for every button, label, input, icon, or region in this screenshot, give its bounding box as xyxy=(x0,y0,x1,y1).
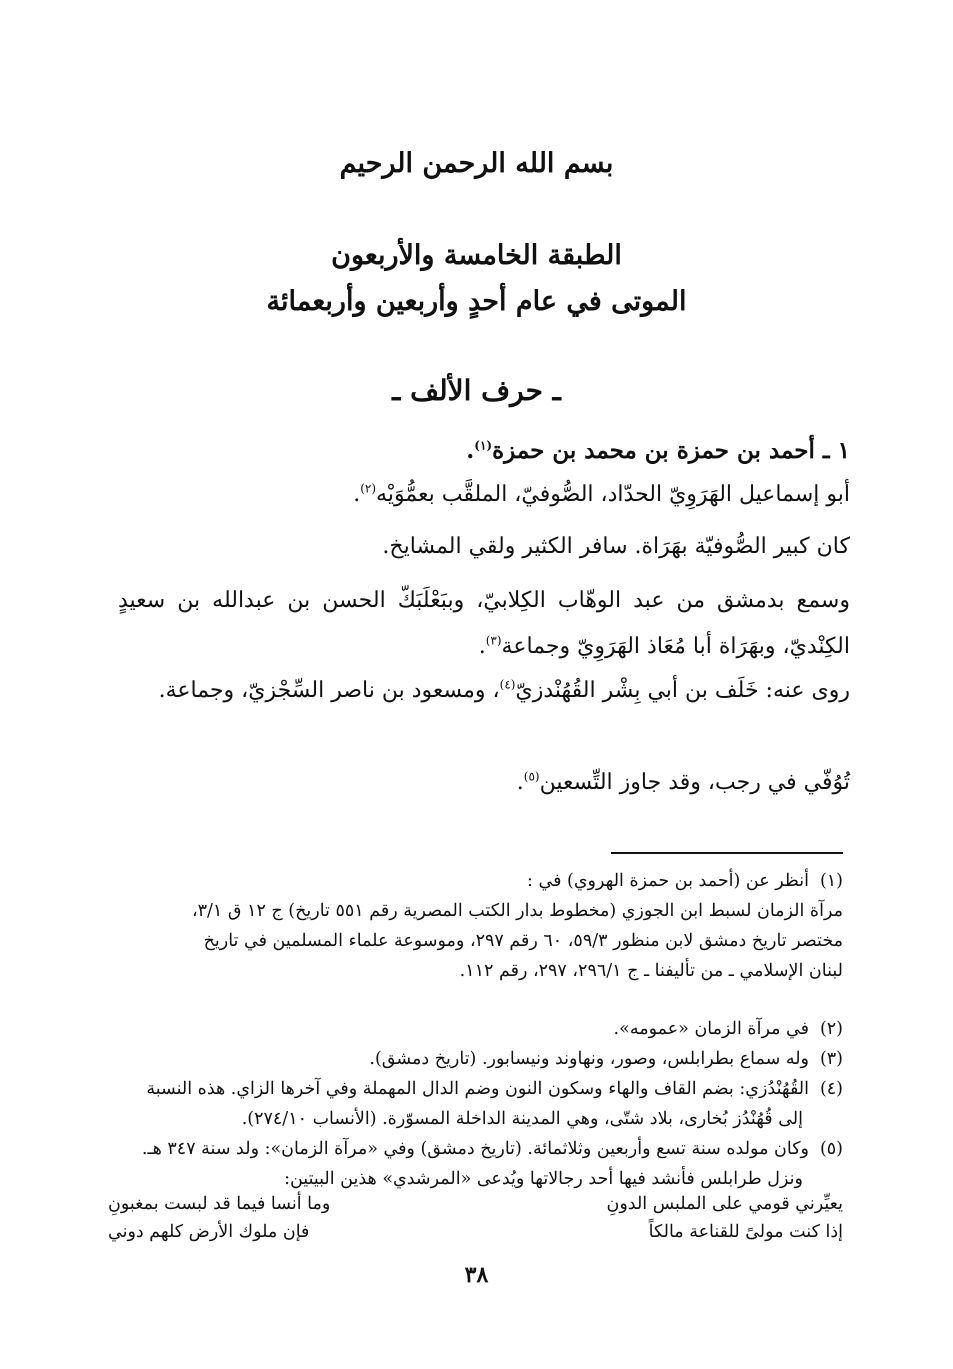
footnote-ref: (٣) xyxy=(485,633,502,648)
entry-paragraph: كان كبير الصُّوفيّة بهَرَاة. سافر الكثير ولقي المشايخ. xyxy=(382,534,850,559)
footnote-number: (٢) xyxy=(819,1019,843,1039)
footnote-ref: (٥) xyxy=(523,769,540,784)
footnote-text: لبنان الإسلامي ـ من تأليفنا ـ ج ٢٩٦/١، ٢٩٧، رقم ١١٢. xyxy=(459,961,843,981)
footnote-ref: (١) xyxy=(474,438,493,453)
footnote-ref: (٤) xyxy=(499,677,516,692)
footnote-number: (١) xyxy=(819,871,843,891)
footnote-text: أنظر عن (أحمد بن حمزة الهروي) في : xyxy=(527,871,809,891)
punctuation: . xyxy=(353,482,361,507)
footnote-text: مختصر تاريخ دمشق لابن منظور ٥٩/٣، ٦٠ رقم ٢٩٧، وموسوعة علماء المسلمين في تاريخ xyxy=(203,931,843,951)
poem-verse xyxy=(108,1194,843,1214)
footnote-text: في مرآة الزمان «عمومه». xyxy=(613,1019,809,1039)
footnote xyxy=(108,866,843,986)
footnote xyxy=(108,1134,843,1194)
footnote-text: إلى قُهُنْدُز بُخارى، بلاد شتّى، وهي المدينة الداخلة المسوّرة. (الأنساب ٢٧٤/١٠). xyxy=(241,1109,803,1129)
footnote-number: (٥) xyxy=(819,1139,843,1159)
footnote xyxy=(108,1074,843,1134)
verse-first-hemistich: إذا كنت مولىً للقناعة مالكاً xyxy=(648,1222,843,1242)
punctuation: . xyxy=(478,634,486,659)
entry-text: أبو إسماعيل الهَرَوِيّ الحدّاد، الصُّوفيّ، الملقَّب بعمُّوَيْه xyxy=(376,482,850,507)
footnote-text: مرآة الزمان لسبط ابن الجوزي (مخطوط بدار الكتب المصرية رقم ٥٥١ تاريخ) ج ١٢ ق ٣/١، xyxy=(191,901,843,921)
entry-text: ، ومسعود بن ناصر السِّجْزيّ، وجماعة. xyxy=(158,678,500,703)
page-number: ٣٨ xyxy=(464,1262,489,1288)
punctuation: . xyxy=(466,437,475,464)
footnote-number: (٣) xyxy=(819,1049,843,1069)
footnote-text: ونزل طرابلس فأنشد فيها أحد رجالاتها ويُدعى «المرشدي» هذين البيتين: xyxy=(284,1169,803,1189)
footnote-text: وله سماع بطرابلس، وصور، ونهاوند ونيسابور. (تاريخ دمشق). xyxy=(369,1049,809,1069)
chapter-subtitle: الموتى في عام أحدٍ وأربعين وأربعمائة xyxy=(266,286,687,317)
basmala: بسم الله الرحمن الرحيم xyxy=(339,148,614,179)
footnote-number: (٤) xyxy=(819,1079,843,1099)
verse-second-hemistich: وما أنسا فيما قد لبست بمغبونِ xyxy=(108,1194,331,1214)
footnote xyxy=(108,1014,843,1044)
entry-text: تُوُفّي في رجب، وقد جاوز التِّسعين xyxy=(539,770,850,795)
footnote-text: وكان مولده سنة تسع وأربعين وثلاثمائة. (تاريخ دمشق) وفي «مرآة الزمان»: ولد سنة ٣٤٧ هـ. xyxy=(141,1139,809,1159)
entry-paragraph xyxy=(118,668,850,714)
entry-name: ١ ـ أحمد بن حمزة بن محمد بن حمزة xyxy=(492,437,850,464)
footnote-ref: (٢) xyxy=(360,481,377,496)
poem-verse xyxy=(108,1222,843,1242)
entry-paragraph xyxy=(118,760,850,806)
section-heading: ـ حرف الألف ـ xyxy=(392,374,561,407)
entry-heading xyxy=(118,428,850,474)
footnote xyxy=(108,1044,843,1074)
verse-first-hemistich: يعيِّرني قومي على الملبس الدونِ xyxy=(606,1194,843,1214)
chapter-title: الطبقة الخامسة والأربعون xyxy=(331,240,622,271)
entry-paragraph xyxy=(118,578,850,670)
footnote-text: القُهُنْدُزي: بضم القاف والهاء وسكون النون وضم الدال المهملة وفي آخرها الزاي. هذه النسبة xyxy=(146,1079,809,1099)
punctuation: . xyxy=(516,770,524,795)
entry-text: وسمع بدمشق من عبد الوهّاب الكِلابيّ، وببَعْلَبَكّ الحسن بن عبدالله بن سعيدٍ الكِنْديّ، وبهَرَاة أبا مُعَاذ الهَرَوِيّ وجماعة xyxy=(118,588,850,659)
entry-text: روى عنه: خَلَف بن أبي بِشْر القُهُنْدزيّ xyxy=(515,678,850,703)
entry-paragraph xyxy=(118,472,850,518)
verse-second-hemistich: فإن ملوك الأرض كلهم دوني xyxy=(108,1222,310,1242)
footnote-divider xyxy=(611,852,843,854)
